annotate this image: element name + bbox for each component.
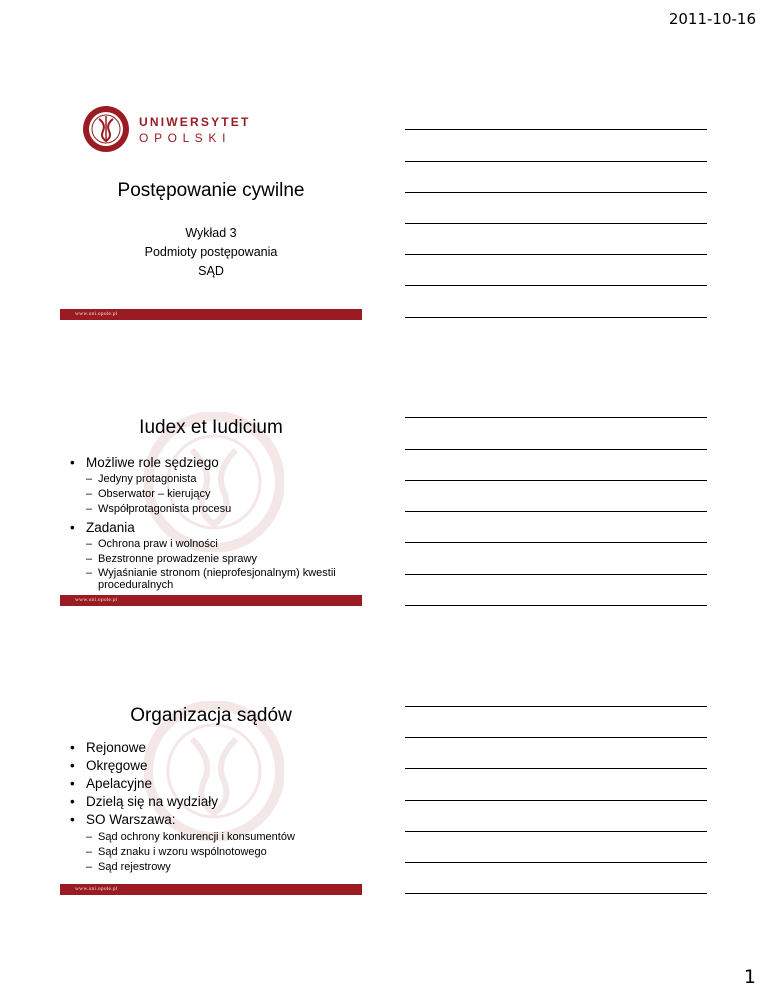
slide-2-footer-bar (60, 595, 362, 606)
list-item: – Współprotagonista procesu (86, 502, 362, 517)
list-item: – Sąd rejestrowy (86, 860, 362, 875)
note-line (405, 768, 707, 769)
list-item: – Sąd znaku i wzoru wspólnotowego (86, 845, 362, 860)
list-item: • Dzielą się na wydziały (70, 793, 362, 811)
print-date: 2011-10-16 (668, 10, 756, 28)
list-item: – Sąd ochrony konkurencji i konsumentów (86, 830, 362, 845)
note-line (405, 737, 707, 738)
slide-3 (60, 667, 362, 895)
slide-1-footer-bar (60, 309, 362, 320)
note-line (405, 161, 707, 162)
note-line (405, 706, 707, 707)
slide-1-line-1: Wykład 3 (185, 226, 237, 240)
list-item: – Ochrona praw i wolności (86, 537, 346, 552)
slide-3-bullets (70, 739, 362, 877)
note-line (405, 542, 707, 543)
slide-2-title: Iudex et Iudicium (139, 417, 283, 438)
note-line (405, 605, 707, 606)
list-item: • Apelacyjne (70, 775, 362, 793)
note-line (405, 480, 707, 481)
slide-2-bullets (70, 454, 362, 593)
list-item: • Rejonowe (70, 739, 362, 757)
list-item: • SO Warszawa: – Sąd ochrony konkurencji i konsumentów – Sąd znaku i wzoru wspólnotowego – Sąd rejestrowy (70, 811, 362, 875)
list-item: – Jedyny protagonista (86, 472, 362, 487)
list-item: • Możliwe role sędziego – Jedyny protagonista – Obserwator – kierujący – Współprotagonista procesu (70, 454, 362, 517)
note-line (405, 317, 707, 318)
slide-1 (60, 92, 362, 320)
note-line (405, 129, 707, 130)
slide-1-line-2: Podmioty postępowania (144, 245, 278, 259)
list-item: – Bezstronne prowadzenie sprawy (86, 552, 346, 567)
slide-1-line-3: SĄD (198, 264, 224, 278)
list-item: • Okręgowe (70, 757, 362, 775)
university-logo (81, 104, 251, 154)
slide-3-footer-bar (60, 884, 362, 895)
note-line (405, 417, 707, 418)
list-item: • Zadania – Ochrona praw i wolności – Bezstronne prowadzenie sprawy – Wyjaśnianie stronom (nieprofesjonalnym) kwestii proceduralnych (70, 519, 362, 591)
slide-3-title: Organizacja sądów (130, 705, 292, 726)
page-number: 1 (743, 966, 756, 988)
list-item: – Wyjaśnianie stronom (nieprofesjonalnym) kwestii proceduralnych (86, 567, 346, 591)
footer-url: www.uni.opole.pl (75, 886, 118, 892)
footer-url: www.uni.opole.pl (75, 597, 118, 603)
note-line (405, 862, 707, 863)
note-line (405, 800, 707, 801)
note-line (405, 254, 707, 255)
note-line (405, 285, 707, 286)
note-line (405, 192, 707, 193)
slide-1-title: Postępowanie cywilne (117, 180, 305, 201)
logo-line-2: O P O L S K I (139, 131, 227, 145)
logo-line-1: UNIWERSYTET (139, 115, 251, 129)
note-line (405, 574, 707, 575)
footer-url: www.uni.opole.pl (75, 311, 118, 317)
note-line (405, 449, 707, 450)
note-line (405, 223, 707, 224)
note-line (405, 511, 707, 512)
list-item: – Obserwator – kierujący (86, 487, 362, 502)
note-line (405, 893, 707, 894)
slide-2 (60, 378, 362, 606)
note-line (405, 831, 707, 832)
